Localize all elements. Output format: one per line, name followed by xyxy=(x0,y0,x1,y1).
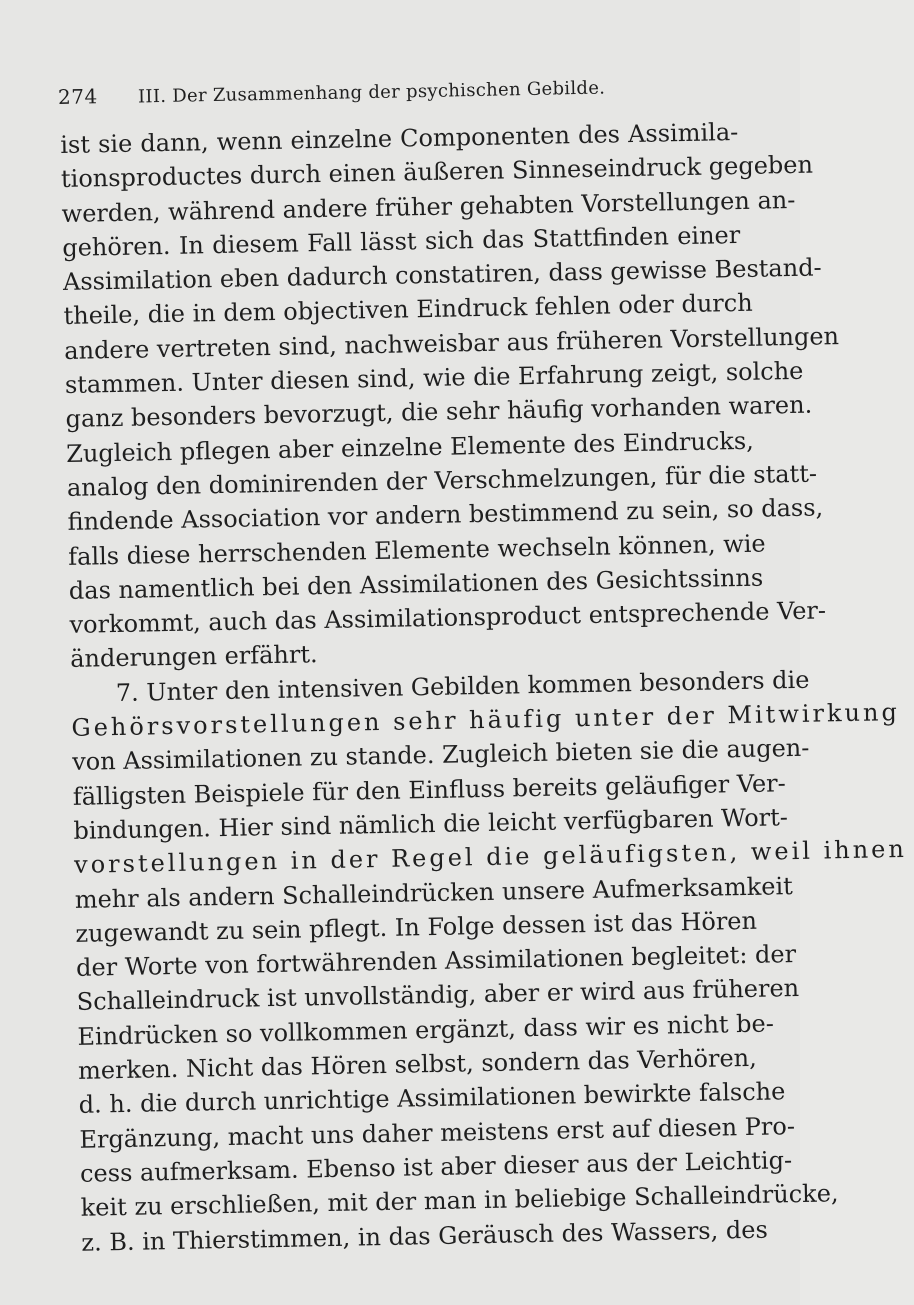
text-line: gehören. In diesem Fall lässt sich das Stattfinden einer xyxy=(62,220,741,262)
text-line: Eindrücken so vollkommen ergänzt, dass wir es nicht be- xyxy=(77,1009,775,1051)
text-line: das namentlich bei den Assimilationen des Gesichtssinns xyxy=(68,563,764,605)
text-line: tionsproductes durch einen äußeren Sinneseindruck gegeben xyxy=(60,150,814,194)
text-line: von Assimilationen zu stande. Zugleich bieten sie die augen- xyxy=(71,734,810,777)
text-line: fälligsten Beispiele für den Einfluss bereits geläufiger Ver- xyxy=(72,768,786,811)
text-line: keit zu erschließen, mit der man in beliebige Schalleindrücke, xyxy=(80,1179,839,1223)
text-line: mehr als andern Schalleindrücken unsere Aufmerksamkeit xyxy=(74,871,794,914)
text-line-emphasis: Gehörsvorstellungen sehr häufig unter der Mitwirkung xyxy=(71,698,901,742)
text-line: ist sie dann, wenn einzelne Componenten des Assimila- xyxy=(60,117,739,159)
text-line: der Worte von fortwährenden Assimilationen begleitet: der xyxy=(75,940,797,982)
text-line-emphasis: vorstellungen in der Regel die geläufigsten, weil ihnen xyxy=(73,835,908,880)
text-line: zugewandt zu sein pflegt. In Folge dessen ist das Hören xyxy=(75,906,758,948)
running-title: III. Der Zusammenhang der psychischen Gebilde. xyxy=(137,77,606,108)
text-line: analog den dominirenden der Verschmelzungen, für die statt- xyxy=(66,459,818,502)
text-line: vorkommt, auch das Assimilationsproduct entsprechende Ver- xyxy=(69,596,827,640)
text-line: d. h. die durch unrichtige Assimilationen bewirkte falsche xyxy=(78,1077,786,1120)
text-line: theile, die in dem objectiven Eindruck fehlen oder durch xyxy=(63,289,753,331)
text-line: z. B. in Thierstimmen, in das Geräusch des Wassers, des xyxy=(81,1215,768,1257)
text-line: merken. Nicht das Hören selbst, sondern das Verhören, xyxy=(77,1043,757,1085)
body-text xyxy=(60,115,908,1260)
section-7-first-line: 7. Unter den intensiven Gebilden kommen besonders die xyxy=(115,665,810,707)
text-line: bindungen. Hier sind nämlich die leicht verfügbaren Wort- xyxy=(73,803,789,845)
text-line: findende Association vor andern bestimmend zu sein, so dass, xyxy=(67,493,824,537)
text-line: falls diese herrschenden Elemente wechseln können, wie xyxy=(67,529,766,571)
text-line: cess aufmerksam. Ebenso ist aber dieser aus der Leichtig- xyxy=(79,1146,793,1188)
text-line: Zugleich pflegen aber einzelne Elemente des Eindrucks, xyxy=(65,426,755,468)
text-line: Ergänzung, macht uns daher meistens erst auf diesen Pro- xyxy=(79,1111,796,1154)
page-number: 274 xyxy=(57,84,98,109)
paragraph-end-line: änderungen erfährt. xyxy=(69,640,318,674)
text-line: Assimilation eben dadurch constatiren, dass gewisse Bestand- xyxy=(62,253,822,297)
text-line: werden, während andere früher gehabten Vorstellungen an- xyxy=(61,185,796,228)
page-header xyxy=(58,69,758,112)
text-line: stammen. Unter diesen sind, wie die Erfahrung zeigt, solche xyxy=(64,356,804,400)
text-line: Schalleindruck ist unvollständig, aber er wird aus früheren xyxy=(76,974,800,1017)
text-line: andere vertreten sind, nachweisbar aus früheren Vorstellungen xyxy=(64,321,840,365)
text-line: ganz besonders bevorzugt, die sehr häufig vorhanden waren. xyxy=(65,390,813,434)
